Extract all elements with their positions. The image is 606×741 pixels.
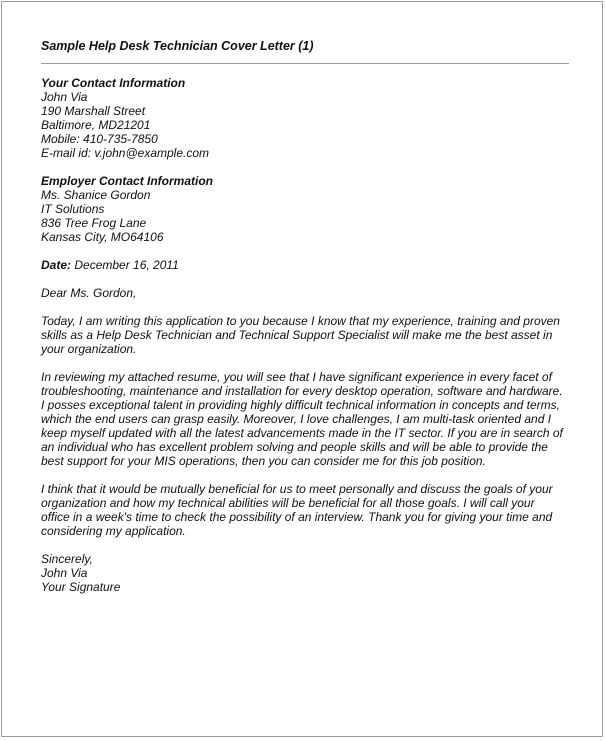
sender-heading: Your Contact Information xyxy=(41,76,186,90)
sender-line: E-mail id: v.john@example.com xyxy=(41,146,210,160)
employer-line: IT Solutions xyxy=(41,202,105,216)
employer-line: 836 Tree Frog Lane xyxy=(41,216,147,230)
paragraph-line: I think that it would be mutually beneficial for us to meet personally and discuss the goals of your xyxy=(41,482,553,496)
employer-line: Kansas City, MO64106 xyxy=(41,230,164,244)
body-paragraph xyxy=(41,482,571,538)
sender-line: 190 Marshall Street xyxy=(41,104,146,118)
signature-line: Your Signature xyxy=(41,580,121,594)
document-page xyxy=(1,1,603,737)
employer-heading: Employer Contact Information xyxy=(41,174,214,188)
closing-block xyxy=(41,552,571,594)
closing-line: Sincerely, xyxy=(41,552,93,566)
body-paragraph xyxy=(41,370,571,468)
paragraph-line: office in a week's time to check the possibility of an interview. Thank you for giving your time and xyxy=(41,510,553,524)
paragraph-line: troubleshooting, maintenance and installation for every desktop operation, software and hardware. xyxy=(41,384,563,398)
paragraph-line: skills as a Help Desk Technician and Technical Support Specialist will make me the best asset in xyxy=(41,328,553,342)
letter-content xyxy=(41,38,571,608)
paragraph-line: I posses exceptional talent in providing highly difficult technical information in concepts and terms, xyxy=(41,398,560,412)
document-title: Sample Help Desk Technician Cover Letter (1) xyxy=(41,39,314,53)
paragraph-line: your organization. xyxy=(41,342,137,356)
paragraph-line: best support for your MIS operations, then you can consider me for this job position. xyxy=(41,454,486,468)
date-value: December 16, 2011 xyxy=(71,258,179,272)
body-paragraph xyxy=(41,314,571,356)
sender-line: John Via xyxy=(41,90,88,104)
sender-contact-block xyxy=(41,76,571,160)
employer-line: Ms. Shanice Gordon xyxy=(41,188,151,202)
date-label: Date: xyxy=(41,258,72,272)
title-divider xyxy=(41,63,569,64)
paragraph-line: Today, I am writing this application to you because I know that my experience, training and proven xyxy=(41,314,560,328)
paragraph-line: organization and how my technical abilities will be beneficial for all those goals. I will call your xyxy=(41,496,535,510)
sender-line: Mobile: 410-735-7850 xyxy=(41,132,158,146)
sender-line: Baltimore, MD21201 xyxy=(41,118,151,132)
paragraph-line: keep myself updated with all the latest advancements made in the IT sector. If you are in search of xyxy=(41,426,563,440)
date-line xyxy=(41,258,571,272)
paragraph-line: an individual who has excellent problem solving and people skills and will be able to provide the xyxy=(41,440,548,454)
paragraph-line: which the end users can grasp easily. Moreover, I love challenges, I am multi-task oriented and I xyxy=(41,412,552,426)
paragraph-line: considering my application. xyxy=(41,524,186,538)
salutation: Dear Ms. Gordon, xyxy=(41,286,137,300)
employer-contact-block xyxy=(41,174,571,244)
signer-name: John Via xyxy=(41,566,88,580)
paragraph-line: In reviewing my attached resume, you will see that I have significant experience in every facet of xyxy=(41,370,552,384)
